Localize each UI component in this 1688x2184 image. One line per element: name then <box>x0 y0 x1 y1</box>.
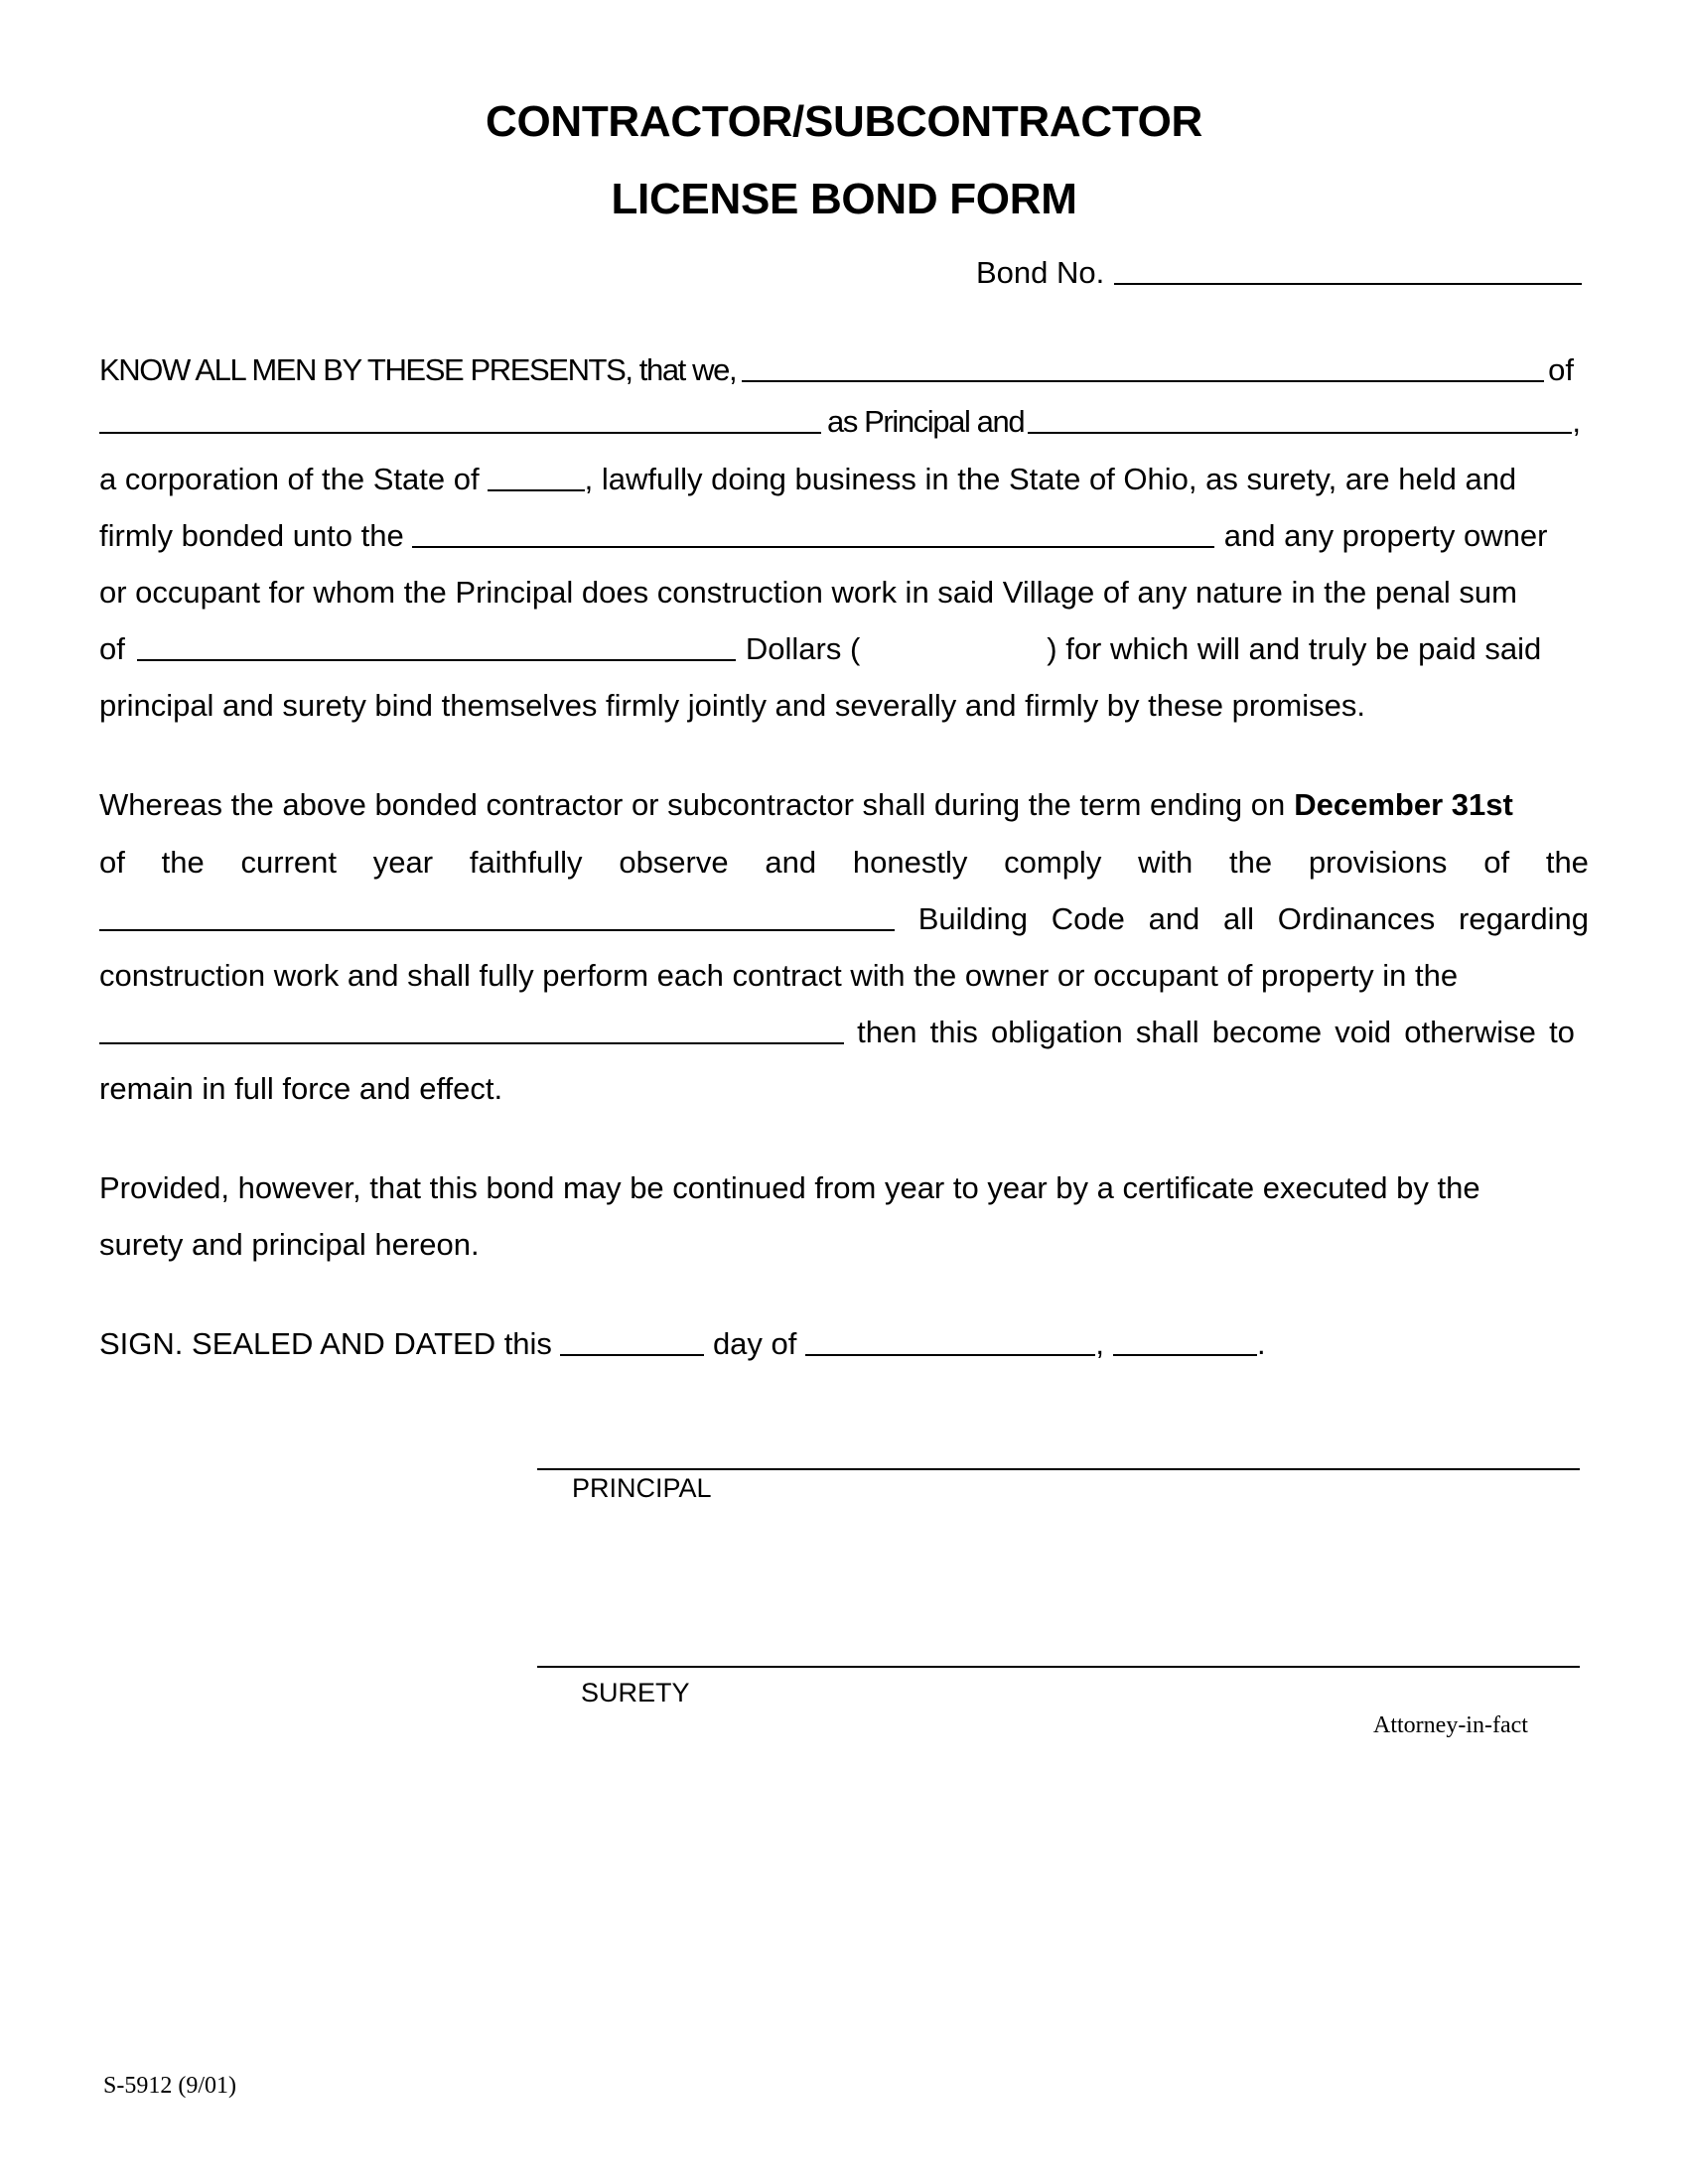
p2-l3-word: Ordinances <box>1277 901 1436 936</box>
obligee-field[interactable] <box>412 546 1214 548</box>
form-code: S-5912 (9/01) <box>103 2073 236 2099</box>
p1-line-4 <box>99 511 1589 551</box>
occupant-text: or occupant for whom the Principal does construction work in said Village of any nature in the penal sum <box>99 575 1517 610</box>
p2-l3-word: Building <box>917 901 1029 936</box>
month-field[interactable] <box>805 1354 1095 1356</box>
p2-line-2 <box>99 838 1589 878</box>
attorney-in-fact-label: Attorney-in-fact <box>1373 1712 1528 1738</box>
building-code-jurisdiction-field[interactable] <box>99 929 895 931</box>
p2-l5-word: become <box>1211 1015 1323 1049</box>
principal-label: PRINCIPAL <box>572 1473 712 1503</box>
day-of-text: day of <box>712 1326 797 1361</box>
paid-said-text: ) for which will and truly be paid said <box>1047 631 1542 666</box>
p2-l3-word: regarding <box>1459 901 1589 936</box>
p2-l5-word: shall <box>1135 1015 1199 1049</box>
day-field[interactable] <box>560 1354 704 1356</box>
comma-text: , <box>1572 404 1581 439</box>
lawfully-doing-text: , lawfully doing business in the State of Ohio, as surety, are held and <box>584 462 1517 496</box>
bond-number-label: Bond No. <box>976 255 1105 290</box>
p2-l5-word: otherwise <box>1404 1015 1536 1049</box>
form-title-line-2: LICENSE BOND FORM <box>611 175 1077 223</box>
surety-principal-hereon-text: surety and principal hereon. <box>99 1227 480 1262</box>
dollars-text: Dollars ( <box>745 631 861 666</box>
p2-l2-word: and <box>765 845 817 880</box>
corporation-state-text: a corporation of the State of <box>99 462 480 496</box>
surety-state-field[interactable] <box>488 489 585 491</box>
surety-signature-line[interactable] <box>537 1666 1580 1668</box>
p2-l2-word: faithfully <box>469 845 583 880</box>
p2-l5-word: to <box>1549 1015 1575 1049</box>
principal-address-field[interactable] <box>99 432 821 434</box>
p2-line-3 <box>99 894 1589 934</box>
construction-work-text: construction work and shall fully perform each contract with the owner or occupant of property in the <box>99 958 1459 993</box>
full-force-text: remain in full force and effect. <box>99 1071 503 1106</box>
p1-line-7 <box>99 681 1589 721</box>
p2-l2-word: the <box>1229 845 1273 880</box>
provided-however-text: Provided, however, that this bond may be continued from year to year by a certificate executed by the <box>99 1170 1480 1205</box>
p2-l2-word: of <box>1483 845 1510 880</box>
bond-number-row <box>976 248 1582 288</box>
bond-number-field[interactable] <box>1114 283 1582 285</box>
date-comma-text: , <box>1095 1326 1105 1361</box>
p2-l2-word: of <box>99 845 125 880</box>
p2-l2-word: the <box>1545 845 1589 880</box>
term-end-date: December 31st <box>1294 787 1513 822</box>
p3-line-1 <box>99 1163 1589 1203</box>
p2-l3-word: all <box>1223 901 1255 936</box>
of-text: of <box>1548 352 1574 387</box>
whereas-text: Whereas the above bonded contractor or subcontractor shall during the term ending on <box>99 787 1286 822</box>
p2-line-6 <box>99 1064 1589 1104</box>
firmly-bonded-text: firmly bonded unto the <box>99 518 404 553</box>
date-period-text: . <box>1257 1326 1266 1361</box>
property-location-field[interactable] <box>99 1042 844 1044</box>
know-all-men-text: KNOW ALL MEN BY THESE PRESENTS, that we, <box>99 352 737 387</box>
surety-name-field[interactable] <box>1028 432 1572 434</box>
p1-line-6 <box>99 624 1589 664</box>
signed-dated-line <box>99 1319 1589 1359</box>
p2-l3-word: Code <box>1051 901 1125 936</box>
p2-l2-word: comply <box>1004 845 1102 880</box>
p2-line-1 <box>99 780 1589 820</box>
p2-l2-word: with <box>1138 845 1194 880</box>
as-principal-text: as Principal and <box>827 404 1025 439</box>
p2-l5-word: void <box>1335 1015 1392 1049</box>
form-title-line-1: CONTRACTOR/SUBCONTRACTOR <box>485 97 1203 146</box>
principal-surety-bind-text: principal and surety bind themselves firmly jointly and severally and firmly by these promises. <box>99 688 1365 723</box>
p2-l2-word: honestly <box>852 845 968 880</box>
of-sum-text: of <box>99 631 125 666</box>
p2-l2-word: the <box>161 845 205 880</box>
p2-line-5 <box>99 1008 1575 1047</box>
property-owner-text: and any property owner <box>1223 518 1548 553</box>
p2-l2-word: observe <box>619 845 729 880</box>
p2-l2-word: current <box>240 845 337 880</box>
p2-l2-word: provisions <box>1308 845 1448 880</box>
p1-line-1 <box>99 345 1574 385</box>
p2-l5-word: obligation <box>991 1015 1123 1049</box>
p2-line-4 <box>99 951 1589 991</box>
p2-l2-word: year <box>372 845 434 880</box>
p2-l3-word: and <box>1148 901 1200 936</box>
year-field[interactable] <box>1113 1354 1257 1356</box>
signed-sealed-text: SIGN. SEALED AND DATED this <box>99 1326 552 1361</box>
p1-line-5 <box>99 568 1589 608</box>
principal-name-field[interactable] <box>742 380 1544 382</box>
penal-sum-words-field[interactable] <box>137 659 736 661</box>
p1-line-3 <box>99 455 1589 494</box>
surety-label: SURETY <box>581 1678 690 1707</box>
p2-l5-word: then <box>857 1015 917 1049</box>
p2-l5-word: this <box>929 1015 978 1049</box>
principal-signature-line[interactable] <box>537 1468 1580 1470</box>
p1-line-2 <box>99 397 1581 437</box>
p3-line-2 <box>99 1220 1589 1260</box>
